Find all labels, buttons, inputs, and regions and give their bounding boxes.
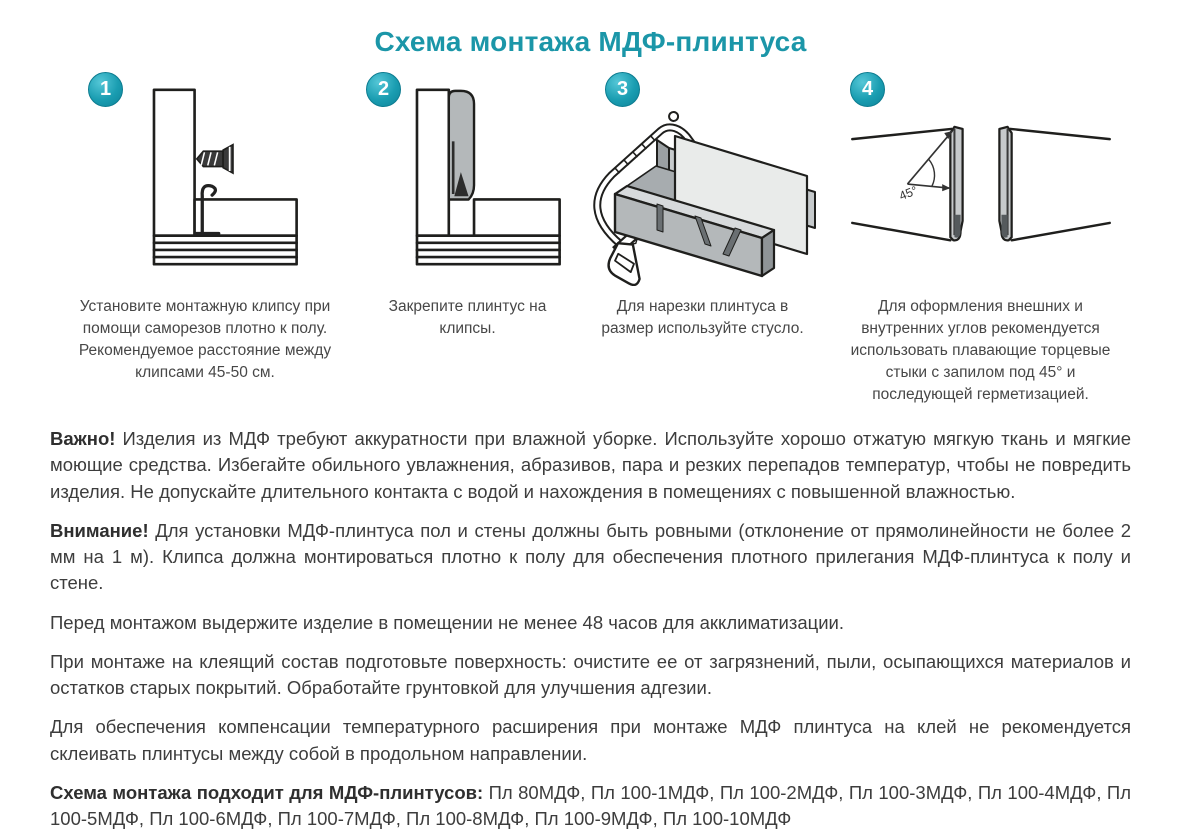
screw-icon	[197, 145, 233, 174]
wall	[154, 90, 195, 236]
floor-slab	[195, 199, 297, 235]
paragraph-acclimatization: Перед монтажом выдержите изделие в помещении не менее 48 часов для акклиматизации.	[50, 611, 845, 633]
paragraph-important: Важно! Изделия из МДФ требуют аккуратности при влажной уборке. Используйте хорошо отжатую мягкую ткань и мягкие моющие средства. Избегайте обильного увлажнения, абразивов, пара и резких перепадов температур, чтобы не повредить изделия. Не допускайте длительного контакта с водой и нахождения в помещениях с повышенной влажностью.	[50, 428, 1131, 502]
angle-45-label: 45°	[896, 183, 920, 204]
plinth-end-piece-mirrored	[999, 127, 1109, 241]
instruction-text-block	[50, 426, 1131, 832]
end-foot	[954, 215, 960, 238]
step-3	[575, 64, 830, 406]
angle-annotation	[897, 131, 952, 203]
paragraph-glue-surface: При монтаже на клеящий состав подготовьте поверхность: очистите ее от загрязнений, пыли, осыпающихся материалов и остатков старых покрытий. Обработайте грунтовкой для улучшения адгезии.	[50, 650, 1131, 699]
step-3-caption: Для нарезки плинтуса в размер используйте стусло.	[601, 298, 804, 337]
steps-row	[50, 64, 1131, 406]
wall-floor-drawing	[154, 90, 297, 264]
paragraph-models-lead: Схема монтажа подходит для МДФ-плинтусов:	[50, 781, 484, 803]
step-4-caption: Для оформления внешних и внутренних углов рекомендуется использовать плавающие торцевые стыки с запилом под 45° и последующей герметизацией.	[850, 298, 1111, 403]
step-4	[830, 64, 1131, 406]
step-2	[360, 64, 575, 406]
paragraph-important-lead: Важно!	[50, 428, 116, 449]
front-wall-end	[762, 230, 774, 276]
step-3-number-badge: 3	[605, 72, 640, 107]
paragraph-attention-lead: Внимание!	[50, 519, 149, 541]
wall	[416, 90, 448, 236]
step-1-number-badge: 1	[88, 72, 123, 107]
step-2-caption: Закрепите плинтус на клипсы.	[388, 298, 547, 337]
straight-slot	[657, 204, 663, 232]
step-4-number-badge: 4	[850, 72, 885, 107]
plinth-profile	[448, 91, 473, 200]
clip-mounting-illustration	[109, 86, 301, 268]
end-joint-illustration	[848, 86, 1114, 274]
step-1-caption: Установите монтажную клипсу при помощи саморезов плотно к полу. Рекомендуемое расстояние между клипсами 45-50 см.	[78, 298, 332, 381]
saw-handle	[599, 236, 653, 286]
paragraph-expansion: Для обеспечения компенсации температурного расширения при монтаже МДФ плинтуса на клей не рекомендуется склеивать плинтусы между собой в продольном направлении.	[50, 716, 1131, 764]
paragraph-attention: Внимание! Для установки МДФ-плинтуса пол и стены должны быть ровными (отклонение от прямолинейности не более 2 мм на 1 м). Клипса должна монтироваться плотно к полу для обеспечения плотного прилегания МДФ-плинтуса к полу и стене.	[50, 519, 1131, 594]
step-2-number-badge: 2	[366, 72, 401, 107]
plinth-on-clip-illustration	[372, 86, 564, 268]
floor-slab	[474, 199, 560, 235]
step-1	[50, 64, 360, 406]
wall-floor-drawing	[416, 90, 559, 264]
page-title: Схема монтажа МДФ-плинтуса	[374, 26, 807, 57]
paragraph-compatible-models: Схема монтажа подходит для МДФ-плинтусов: Пл 80МДФ, Пл 100-1МДФ, Пл 100-2МДФ, Пл 100-3МДФ, Пл 100-4МДФ, Пл 100-5МДФ, Пл 100-6МДФ, Пл 100-7МДФ, Пл 100-8МДФ, Пл 100-9МДФ, Пл 100-10МДФ	[50, 781, 1131, 830]
miter-box-illustration	[577, 86, 829, 286]
miter-box	[615, 136, 815, 276]
